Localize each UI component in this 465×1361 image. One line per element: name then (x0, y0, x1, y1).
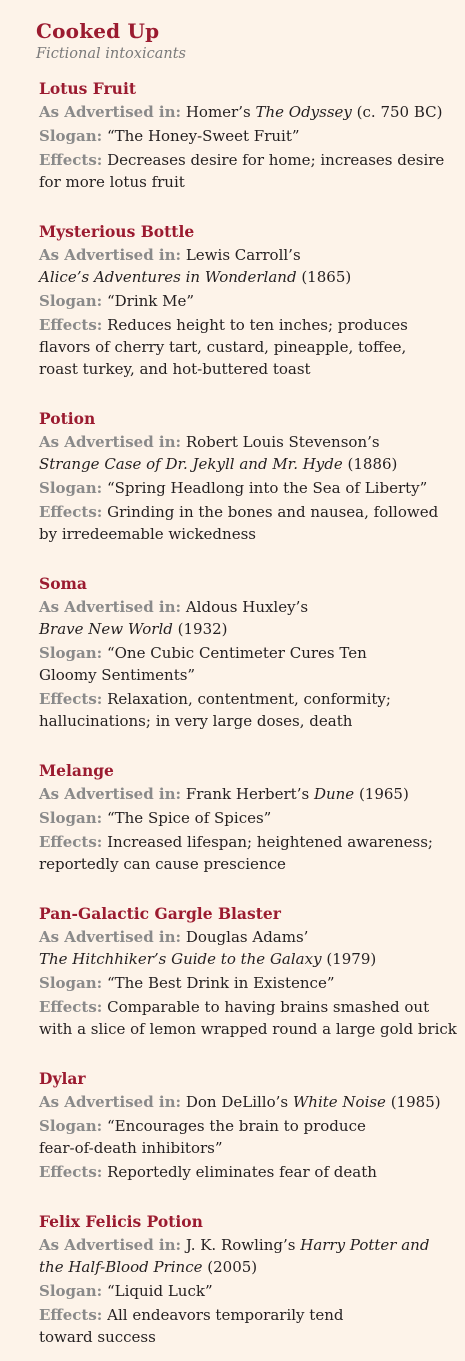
effects-text: reportedly can cause prescience (39, 855, 286, 873)
slogan-row (39, 1115, 465, 1159)
advertised-label: As Advertised in: (39, 785, 182, 803)
entry-item (36, 573, 465, 732)
effects-label: Effects: (39, 998, 103, 1016)
source-text: Homer’s (185, 103, 256, 121)
advertised-row (39, 926, 465, 970)
source-title: White Noise (292, 1093, 386, 1111)
effects-text: Comparable to having brains smashed out (107, 998, 430, 1016)
effects-row (39, 688, 465, 732)
slogan-label: Slogan: (39, 809, 103, 827)
effects-text: for more lotus fruit (39, 173, 185, 191)
entry-item (36, 903, 465, 1040)
source-title: Harry Potter and (300, 1236, 430, 1254)
slogan-text: fear-of-death inhibitors” (39, 1139, 223, 1157)
advertised-label: As Advertised in: (39, 1236, 182, 1254)
effects-row (39, 501, 465, 545)
advertised-label: As Advertised in: (39, 103, 182, 121)
source-text: (1985) (385, 1093, 441, 1111)
slogan-text: Gloomy Sentiments” (39, 666, 196, 684)
entry-item (36, 1068, 465, 1183)
effects-row (39, 831, 465, 875)
source-text: Frank Herbert’s (185, 785, 314, 803)
effects-label: Effects: (39, 833, 103, 851)
effects-text: hallucinations; in very large doses, death (39, 712, 353, 730)
effects-row (39, 1161, 465, 1183)
slogan-text: “The Honey-Sweet Fruit” (106, 127, 300, 145)
slogan-text: “Encourages the brain to produce (106, 1117, 366, 1135)
source-title: The Odyssey (255, 103, 352, 121)
slogan-row (39, 290, 465, 312)
source-text: Lewis Carroll’s (185, 246, 301, 264)
effects-text: Grinding in the bones and nausea, followed (107, 503, 439, 521)
slogan-label: Slogan: (39, 479, 103, 497)
entry-name: Potion (39, 409, 96, 428)
slogan-text: “Liquid Luck” (106, 1282, 213, 1300)
advertised-label: As Advertised in: (39, 433, 182, 451)
effects-text: Relaxation, contentment, conformity; (107, 690, 391, 708)
source-text: (1932) (172, 620, 228, 638)
effects-label: Effects: (39, 151, 103, 169)
slogan-row (39, 807, 465, 829)
slogan-text: “Drink Me” (106, 292, 195, 310)
slogan-row (39, 477, 465, 499)
effects-label: Effects: (39, 1163, 103, 1181)
effects-text: flavors of cherry tart, custard, pineapple, toffee, (39, 338, 407, 356)
source-text: Don DeLillo’s (185, 1093, 293, 1111)
source-text: J. K. Rowling’s (185, 1236, 301, 1254)
entry-list (36, 78, 465, 1348)
effects-label: Effects: (39, 690, 103, 708)
effects-label: Effects: (39, 316, 103, 334)
entry-item (36, 221, 465, 380)
slogan-row (39, 1280, 465, 1302)
source-text: (1886) (342, 455, 398, 473)
effects-row (39, 996, 465, 1040)
source-title: the Half-Blood Prince (39, 1258, 203, 1276)
entry-item (36, 408, 465, 545)
source-title: Strange Case of Dr. Jekyll and Mr. Hyde (39, 455, 343, 473)
advertised-label: As Advertised in: (39, 246, 182, 264)
slogan-text: “One Cubic Centimeter Cures Ten (106, 644, 367, 662)
advertised-row (39, 101, 465, 123)
slogan-label: Slogan: (39, 1117, 103, 1135)
source-title: Alice’s Adventures in Wonderland (39, 268, 297, 286)
slogan-label: Slogan: (39, 127, 103, 145)
advertised-row (39, 1091, 465, 1113)
effects-text: Increased lifespan; heightened awareness; (107, 833, 433, 851)
advertised-row (39, 783, 465, 805)
entry-item (36, 760, 465, 875)
source-text: Douglas Adams’ (185, 928, 309, 946)
slogan-row (39, 642, 465, 686)
slogan-label: Slogan: (39, 974, 103, 992)
effects-text: by irredeemable wickedness (39, 525, 256, 543)
page-title: Cooked Up (36, 19, 160, 43)
effects-text: toward success (39, 1328, 156, 1346)
source-title: Dune (313, 785, 355, 803)
source-text: (c. 750 BC) (351, 103, 443, 121)
slogan-label: Slogan: (39, 644, 103, 662)
entry-name: Mysterious Bottle (39, 222, 195, 241)
slogan-text: “The Spice of Spices” (106, 809, 272, 827)
source-text: (1965) (354, 785, 409, 803)
source-text: Aldous Huxley’s (185, 598, 309, 616)
advertised-row (39, 431, 465, 475)
effects-row (39, 314, 465, 380)
slogan-text: “The Best Drink in Existence” (106, 974, 335, 992)
source-text: (1979) (321, 950, 377, 968)
advertised-label: As Advertised in: (39, 928, 182, 946)
slogan-label: Slogan: (39, 1282, 103, 1300)
entry-name: Soma (39, 574, 87, 593)
effects-text: roast turkey, and hot-buttered toast (39, 360, 311, 378)
entry-name: Dylar (39, 1069, 86, 1088)
source-title: Brave New World (39, 620, 173, 638)
source-text: (2005) (202, 1258, 258, 1276)
effects-text: Decreases desire for home; increases desire (107, 151, 445, 169)
slogan-row (39, 125, 465, 147)
effects-text: Reportedly eliminates fear of death (107, 1163, 377, 1181)
effects-label: Effects: (39, 1306, 103, 1324)
effects-text: Reduces height to ten inches; produces (107, 316, 408, 334)
slogan-text: “Spring Headlong into the Sea of Liberty” (106, 479, 428, 497)
advertised-row (39, 244, 465, 288)
source-text: (1865) (296, 268, 352, 286)
advertised-row (39, 1234, 465, 1278)
effects-text: All endeavors temporarily tend (107, 1306, 344, 1324)
advertised-label: As Advertised in: (39, 598, 182, 616)
effects-label: Effects: (39, 503, 103, 521)
entry-name: Felix Felicis Potion (39, 1212, 203, 1231)
advertised-label: As Advertised in: (39, 1093, 182, 1111)
source-title: The Hitchhiker’s Guide to the Galaxy (39, 950, 322, 968)
slogan-label: Slogan: (39, 292, 103, 310)
entry-item (36, 1211, 465, 1348)
page-subtitle: Fictional intoxicants (36, 46, 186, 62)
advertised-row (39, 596, 465, 640)
source-text: Robert Louis Stevenson’s (185, 433, 380, 451)
effects-text: with a slice of lemon wrapped round a large gold brick (39, 1020, 457, 1038)
entry-name: Pan-Galactic Gargle Blaster (39, 904, 281, 923)
effects-row (39, 149, 465, 193)
entry-name: Melange (39, 761, 114, 780)
effects-row (39, 1304, 465, 1348)
slogan-row (39, 972, 465, 994)
entry-name: Lotus Fruit (39, 79, 137, 98)
entry-item (36, 78, 465, 193)
